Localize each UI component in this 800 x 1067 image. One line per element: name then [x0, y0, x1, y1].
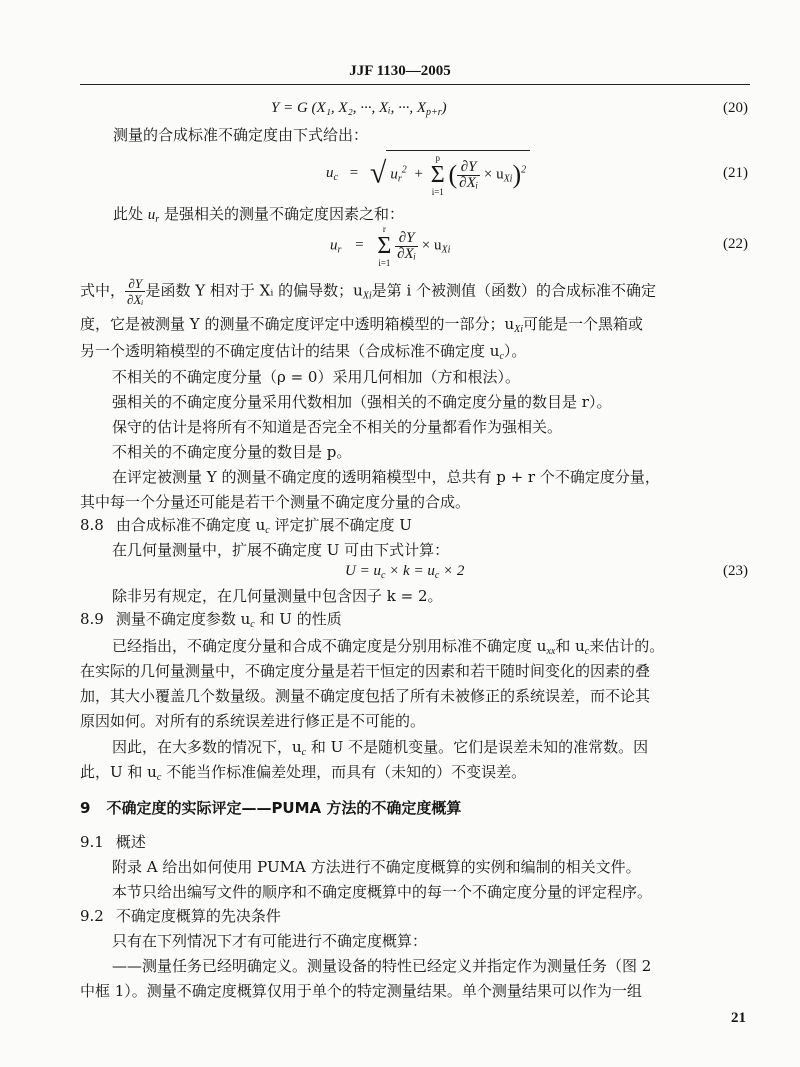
paragraph-line: 已经指出，不确定度分量和合成不确定度是分别用标准不确定度 $u_{xx}$和 $u_c$来估计的。: [112, 637, 665, 657]
paragraph-line: 强相关的不确定度分量采用代数相加（强相关的不确定度分量的数目是 r）。: [112, 393, 612, 411]
paragraph-line: 测量的合成标准不确定度由下式给出：: [113, 126, 369, 144]
paragraph-line: 不相关的不确定度分量（ρ = 0）采用几何相加（方和根法）。: [112, 368, 520, 386]
paragraph-line: 其中每一个分量还可能是若干个测量不确定度分量的合成。: [80, 493, 471, 511]
paragraph-line: 另一个透明箱模型的不确定度估计的结果（合成标准不确定度 $u_c$）。: [80, 342, 527, 362]
section-heading-9: 9 不确定度的实际评定——PUMA 方法的不确定度概算: [80, 799, 462, 817]
paragraph-line: 附录 A 给出如何使用 PUMA 方法进行不确定度概算的实例和编制的相关文件。: [112, 858, 641, 876]
paragraph-line: 因此，在大多数的情况下，$u_c$ 和 U 不是随机变量。它们是误差未知的准常数。因: [112, 738, 649, 758]
running-header: JJF 1130—2005: [349, 63, 451, 79]
paragraph-line: 此，U 和 $u_c$ 不能当作标准偏差处理，而具有（未知的）不变误差。: [80, 763, 527, 783]
paragraph-line: 原因如何。对所有的系统误差进行修正是不可能的。: [80, 712, 426, 730]
paragraph-line: 只有在下列情况下才有可能进行不确定度概算：: [112, 932, 428, 950]
header-rule: [80, 84, 750, 85]
page-number: 21: [731, 1010, 746, 1026]
equation-22: $u_r$ = r Σ i=1 $\frac{\partial Y}{\text{∂Xᵢ}}$ × $u_{Xi}$: [330, 224, 451, 268]
paragraph-line: ——测量任务已经明确定义。测量设备的特性已经定义并指定作为测量任务（图 2: [112, 957, 652, 975]
paragraph-line: 度，它是被测量 Y 的测量不确定度评定中透明箱模型的一部分；$u_{Xi}$可能是一个黑箱或: [80, 315, 644, 335]
paragraph-line: 加，其大小覆盖几个数量级。测量不确定度包括了所有未被修正的系统误差，而不论其: [80, 687, 651, 705]
paragraph-line: 除非另有规定，在几何量测量中包含因子 k = 2。: [112, 587, 443, 605]
paragraph-line: 保守的估计是将所有不知道是否完全不相关的分量都看作为强相关。: [112, 418, 563, 436]
paragraph-line: 此处 $u_r$ 是强相关的测量不确定度因素之和：: [113, 205, 404, 225]
equation-number-20: (20): [723, 100, 748, 116]
paragraph-line: 本节只给出编写文件的顺序和不确定度概算中的每一个不确定度分量的评定程序。: [112, 883, 653, 901]
section-heading-8-8: 8.8 由合成标准不确定度 $u_c$ 评定扩展不确定度 U: [80, 516, 412, 536]
section-heading-9-1: 9.1 概述: [80, 833, 146, 851]
equation-number-22: (22): [723, 236, 748, 252]
paragraph-line: 中框 1）。测量不确定度概算仅用于单个的特定测量结果。单个测量结果可以作为一组: [80, 982, 642, 1000]
equation-20: Y = G (X₁, X₂, ···, Xᵢ, ···, $X_{p+r}$): [271, 100, 447, 118]
paragraph-line: 不相关的不确定度分量的数目是 p。: [112, 443, 352, 461]
equation-number-21: (21): [723, 165, 748, 181]
section-heading-9-2: 9.2 不确定度概算的先决条件: [80, 907, 281, 925]
section-heading-8-9: 8.9 测量不确定度参数 $u_c$ 和 U 的性质: [80, 610, 342, 630]
paragraph-line: 在实际的几何量测量中，不确定度分量是若干恒定的因素和若干随时间变化的因素的叠: [80, 662, 651, 680]
paragraph-line: 在评定被测量 Y 的测量不确定度的透明箱模型中，总共有 p + r 个不确定度分量，: [112, 468, 660, 486]
equation-number-23: (23): [723, 563, 748, 579]
equation-21: $u_c$ = √ $u_r^2$ + p Σ i=1 ( $\frac{\partial Y}{\text{∂Xᵢ}}$ × $u_{Xi})^2$: [326, 150, 530, 197]
equation-23: $U = u_c \times k = u_c \times 2$: [345, 563, 465, 581]
paragraph-line: 在几何量测量中，扩展不确定度 U 可由下式计算：: [112, 541, 450, 559]
paragraph-line: 式中， $\frac{\partial Y}{\text{∂Xᵢ}}$ 是函数 Y 相对于 Xᵢ 的偏导数；$u_{Xi}$是第 i 个被测值（函数）的合成标准不确定: [80, 276, 657, 307]
